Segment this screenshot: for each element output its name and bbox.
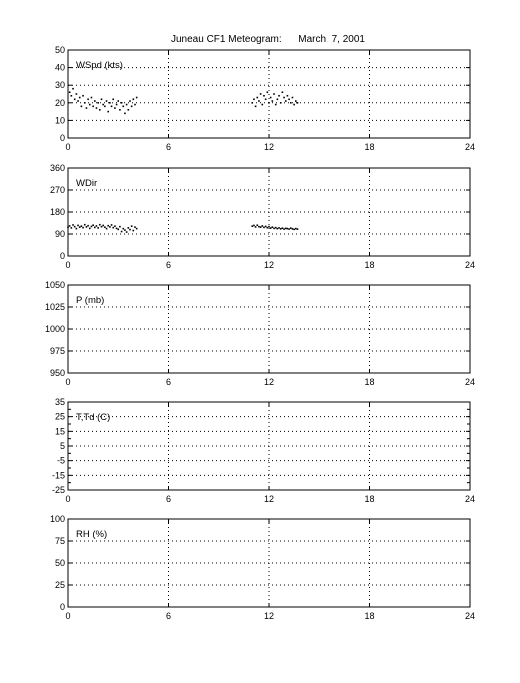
- data-point: [280, 228, 282, 230]
- data-point: [256, 224, 258, 226]
- data-point: [91, 226, 93, 228]
- data-point: [285, 228, 287, 230]
- data-point: [71, 95, 73, 97]
- x-tick-label: 12: [263, 142, 275, 152]
- x-tick-label: 0: [65, 142, 71, 152]
- panel-1: [55, 45, 475, 152]
- data-point: [267, 91, 269, 93]
- data-point: [288, 98, 290, 100]
- data-point: [112, 98, 114, 100]
- data-point: [81, 225, 83, 227]
- data-point: [295, 228, 297, 230]
- y-tick-label: 50: [54, 558, 65, 568]
- y-tick-label: 270: [49, 185, 65, 195]
- data-point: [265, 98, 267, 100]
- data-point: [297, 228, 299, 230]
- data-point: [267, 227, 269, 229]
- data-point: [124, 229, 126, 231]
- x-tick-label: 6: [165, 377, 172, 387]
- data-point: [97, 102, 99, 104]
- data-point: [251, 225, 253, 227]
- data-point: [272, 226, 274, 228]
- data-point: [126, 231, 128, 233]
- y-tick-label: 360: [49, 163, 65, 173]
- data-point: [134, 104, 136, 106]
- data-point: [277, 228, 279, 230]
- data-point: [282, 227, 284, 229]
- data-point: [297, 102, 299, 104]
- panel-label: WDir: [76, 178, 98, 189]
- data-point: [84, 224, 86, 226]
- y-tick-label: 1025: [44, 302, 65, 312]
- data-point: [136, 228, 138, 230]
- x-tick-label: 24: [464, 142, 476, 152]
- data-point: [290, 227, 292, 229]
- data-point: [285, 100, 287, 102]
- data-point: [69, 91, 71, 93]
- data-point: [258, 100, 260, 102]
- data-point: [116, 228, 118, 230]
- data-point: [104, 226, 106, 228]
- data-point: [270, 97, 272, 99]
- y-tick-label: 0: [59, 602, 65, 612]
- data-point: [121, 231, 123, 233]
- x-tick-label: 18: [364, 611, 375, 621]
- data-point: [77, 225, 79, 227]
- data-point: [117, 100, 119, 102]
- x-tick-label: 12: [263, 494, 275, 504]
- data-point: [94, 100, 96, 102]
- data-point: [277, 98, 279, 100]
- data-point: [114, 225, 116, 227]
- data-point: [280, 102, 282, 104]
- data-point: [273, 228, 275, 230]
- y-tick-label: 40: [54, 62, 65, 73]
- y-tick-label: 90: [54, 229, 65, 239]
- data-point: [111, 224, 113, 226]
- data-point: [111, 106, 113, 108]
- data-point: [258, 226, 260, 228]
- x-tick-label: 18: [364, 494, 375, 504]
- data-point: [272, 100, 274, 102]
- data-point: [133, 230, 135, 232]
- data-point: [94, 227, 96, 229]
- y-tick-label: 950: [49, 368, 65, 378]
- data-point: [71, 227, 73, 229]
- data-point: [119, 109, 121, 111]
- data-point: [101, 98, 103, 100]
- data-point: [275, 104, 277, 106]
- data-point: [87, 225, 89, 227]
- data-point: [99, 224, 101, 226]
- y-tick-label: 0: [59, 251, 65, 261]
- panel-5: [50, 514, 475, 621]
- data-point: [86, 107, 88, 109]
- x-tick-label: 6: [165, 494, 172, 504]
- data-point: [256, 97, 258, 99]
- data-point: [114, 107, 116, 109]
- data-point: [96, 107, 98, 109]
- data-point: [91, 97, 93, 99]
- data-point: [255, 226, 257, 228]
- data-point: [268, 226, 270, 228]
- panel-label: WSpd (kts): [76, 60, 123, 71]
- data-point: [96, 225, 98, 227]
- x-tick-label: 12: [263, 611, 275, 621]
- y-tick-label: 975: [49, 346, 65, 356]
- x-tick-label: 0: [65, 377, 71, 387]
- y-tick-label: 75: [54, 536, 65, 546]
- x-tick-label: 24: [464, 494, 476, 504]
- data-point: [131, 106, 133, 108]
- data-point: [283, 228, 285, 230]
- data-point: [263, 227, 265, 229]
- y-tick-label: 0: [59, 133, 65, 143]
- data-point: [86, 226, 88, 228]
- data-point: [92, 224, 94, 226]
- data-point: [124, 113, 126, 115]
- data-point: [81, 106, 83, 108]
- data-point: [101, 226, 103, 228]
- data-point: [106, 100, 108, 102]
- panel-4: [52, 397, 475, 504]
- series-1: [69, 88, 138, 114]
- data-point: [253, 225, 255, 227]
- data-point: [278, 227, 280, 229]
- x-tick-label: 18: [364, 377, 375, 387]
- data-point: [79, 97, 81, 99]
- data-point: [107, 111, 109, 113]
- data-point: [283, 97, 285, 99]
- x-tick-label: 18: [364, 142, 375, 152]
- x-tick-label: 24: [464, 377, 476, 387]
- y-tick-label: 15: [54, 426, 65, 437]
- series-2: [251, 91, 298, 107]
- data-point: [89, 228, 91, 230]
- data-point: [129, 229, 131, 231]
- panel-label: RH (%): [76, 529, 108, 540]
- data-point: [268, 102, 270, 104]
- y-tick-label: 25: [54, 411, 65, 422]
- data-point: [99, 109, 101, 111]
- x-tick-label: 0: [65, 260, 71, 270]
- data-point: [89, 104, 91, 106]
- data-point: [102, 104, 104, 106]
- series-2: [251, 224, 298, 230]
- data-point: [292, 228, 294, 230]
- data-point: [82, 227, 84, 229]
- data-point: [87, 98, 89, 100]
- x-tick-label: 12: [263, 377, 275, 387]
- data-point: [262, 104, 264, 106]
- y-tick-label: 100: [49, 514, 65, 524]
- data-point: [109, 226, 111, 228]
- data-point: [293, 229, 295, 231]
- y-tick-label: 10: [54, 115, 65, 126]
- data-point: [72, 88, 74, 90]
- data-point: [295, 100, 297, 102]
- y-tick-label: 30: [54, 80, 65, 91]
- data-point: [76, 228, 78, 230]
- y-tick-label: 180: [49, 207, 65, 217]
- data-point: [69, 225, 71, 227]
- x-tick-label: 6: [165, 142, 172, 152]
- y-tick-label: -15: [51, 470, 65, 481]
- data-point: [129, 100, 131, 102]
- y-tick-label: 1050: [44, 280, 65, 290]
- series-1: [67, 224, 137, 233]
- data-point: [128, 227, 130, 229]
- data-point: [260, 226, 262, 228]
- data-point: [275, 227, 277, 229]
- data-point: [119, 226, 121, 228]
- data-point: [287, 95, 289, 97]
- y-tick-label: 50: [54, 45, 65, 55]
- data-point: [260, 93, 262, 95]
- x-tick-label: 6: [165, 611, 172, 621]
- data-point: [97, 227, 99, 229]
- data-point: [107, 225, 109, 227]
- data-point: [293, 104, 295, 106]
- data-point: [122, 228, 124, 230]
- data-point: [79, 226, 81, 228]
- data-point: [131, 225, 133, 227]
- panel-label: P (mb): [76, 295, 105, 306]
- data-point: [270, 227, 272, 229]
- data-point: [262, 225, 264, 227]
- data-point: [117, 229, 119, 231]
- data-point: [92, 106, 94, 108]
- data-point: [116, 104, 118, 106]
- data-point: [74, 98, 76, 100]
- data-point: [290, 102, 292, 104]
- y-tick-label: -5: [56, 455, 65, 466]
- data-point: [253, 98, 255, 100]
- data-point: [287, 228, 289, 230]
- data-point: [74, 226, 76, 228]
- data-point: [84, 102, 86, 104]
- x-tick-label: 24: [464, 611, 476, 621]
- y-tick-label: 1000: [44, 324, 65, 334]
- data-point: [82, 95, 84, 97]
- x-tick-label: 18: [364, 260, 375, 270]
- x-tick-label: 6: [165, 260, 172, 270]
- y-tick-label: 25: [54, 580, 65, 590]
- panel-label: T,Td (C): [76, 412, 111, 423]
- data-point: [136, 97, 138, 99]
- data-point: [273, 93, 275, 95]
- x-tick-label: 12: [263, 260, 275, 270]
- data-point: [121, 102, 123, 104]
- y-tick-label: -25: [51, 485, 65, 495]
- panel-3: [45, 280, 475, 387]
- x-tick-label: 0: [65, 611, 71, 621]
- data-point: [134, 226, 136, 228]
- data-point: [128, 109, 130, 111]
- y-tick-label: 5: [59, 441, 65, 451]
- x-tick-label: 24: [464, 260, 476, 270]
- data-point: [126, 104, 128, 106]
- y-tick-label: 20: [54, 97, 65, 108]
- data-point: [288, 228, 290, 230]
- panel-2: [50, 163, 475, 270]
- data-point: [106, 228, 108, 230]
- data-point: [133, 98, 135, 100]
- data-point: [278, 95, 280, 97]
- x-tick-label: 0: [65, 494, 71, 504]
- data-point: [77, 100, 79, 102]
- data-point: [282, 91, 284, 93]
- data-point: [102, 225, 104, 227]
- panels: [45, 45, 475, 621]
- data-point: [263, 95, 265, 97]
- data-point: [122, 106, 124, 108]
- data-point: [251, 102, 253, 104]
- data-point: [104, 106, 106, 108]
- data-point: [109, 102, 111, 104]
- data-point: [72, 224, 74, 226]
- data-point: [76, 93, 78, 95]
- y-tick-label: 35: [54, 397, 65, 407]
- data-point: [112, 227, 114, 229]
- data-point: [255, 106, 257, 108]
- data-point: [292, 97, 294, 99]
- data-point: [67, 226, 69, 228]
- figure-title: Juneau CF1 Meteogram: March 7, 2001: [171, 34, 365, 45]
- data-point: [265, 226, 267, 228]
